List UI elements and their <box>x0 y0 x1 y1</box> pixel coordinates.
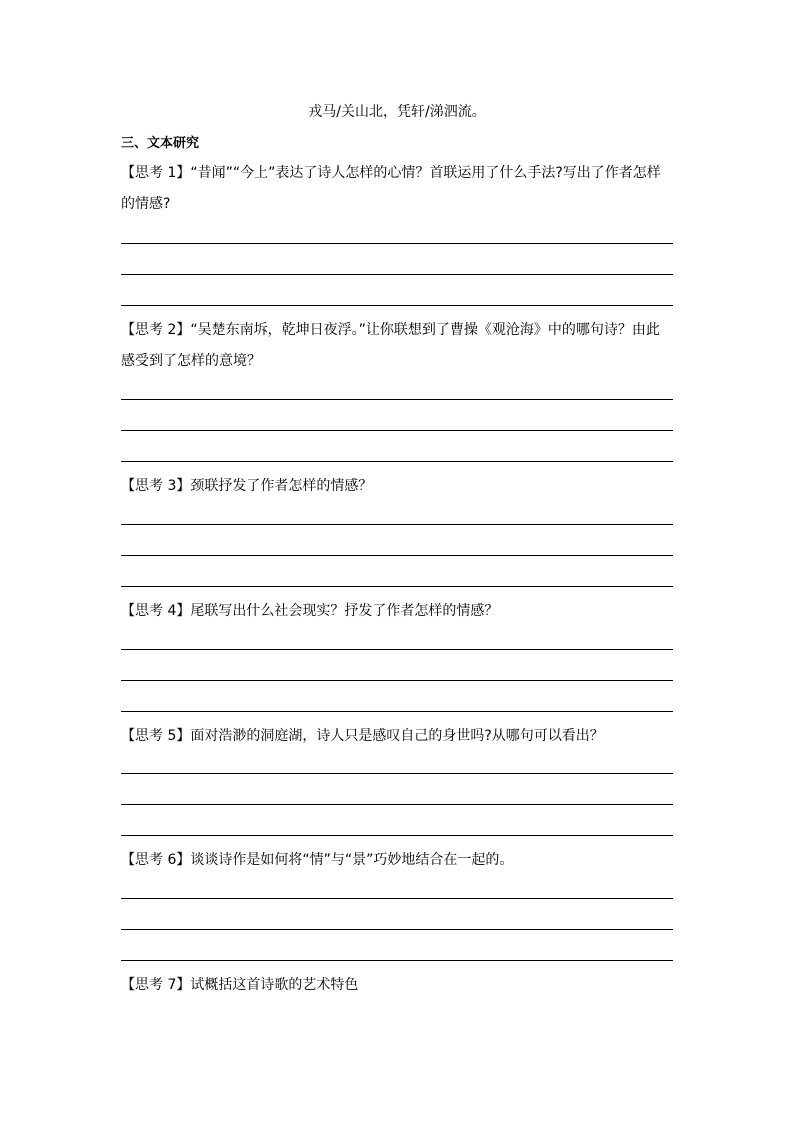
question-label: 【思考 3】 <box>121 478 191 494</box>
question-label: 【思考 7】 <box>121 977 191 993</box>
question-3 <box>121 471 673 502</box>
question-5 <box>121 721 673 752</box>
question-text: “昔闻”“今上”表达了诗人怎样的心情？首联运用了什么手法?写出了作者怎样的情感? <box>121 165 661 212</box>
question-text: 试概括这首诗歌的艺术特色 <box>190 977 359 993</box>
poem-line: 戎马/关山北，凭轩/涕泗流。 <box>308 104 486 120</box>
section-title: 三、文本研究 <box>121 136 200 151</box>
answer-line[interactable] <box>121 929 673 930</box>
answer-line[interactable] <box>121 274 673 275</box>
question-label: 【思考 2】 <box>121 322 191 338</box>
answer-line[interactable] <box>121 960 673 961</box>
answer-line[interactable] <box>121 430 673 431</box>
answer-line[interactable] <box>121 835 673 836</box>
answer-line[interactable] <box>121 555 673 556</box>
answer-line[interactable] <box>121 524 673 525</box>
answer-line[interactable] <box>121 804 673 805</box>
question-label: 【思考 1】 <box>121 165 191 181</box>
answer-line[interactable] <box>121 711 673 712</box>
question-7 <box>121 970 673 1001</box>
answer-line[interactable] <box>121 586 673 587</box>
question-4 <box>121 596 673 627</box>
answer-line[interactable] <box>121 898 673 899</box>
question-text: 面对浩渺的洞庭湖，诗人只是感叹自己的身世吗?从哪句可以看出？ <box>190 728 604 744</box>
answer-line[interactable] <box>121 243 673 244</box>
question-text: “吴楚东南坼，乾坤日夜浮。”让你联想到了曹操《观沧海》中的哪句诗？由此感受到了怎样的意境？ <box>121 322 660 369</box>
question-1 <box>121 158 673 220</box>
question-label: 【思考 5】 <box>121 728 191 744</box>
question-text: 颈联抒发了作者怎样的情感？ <box>190 478 373 494</box>
question-text: 谈谈诗作是如何将“情”与“景”巧妙地结合在一起的。 <box>190 852 514 868</box>
answer-line[interactable] <box>121 680 673 681</box>
question-label: 【思考 4】 <box>121 603 191 619</box>
question-text: 尾联写出什么社会现实？抒发了作者怎样的情感？ <box>190 603 499 619</box>
answer-line[interactable] <box>121 773 673 774</box>
question-label: 【思考 6】 <box>121 852 191 868</box>
answer-line[interactable] <box>121 649 673 650</box>
answer-line[interactable] <box>121 461 673 462</box>
answer-line[interactable] <box>121 305 673 306</box>
question-2 <box>121 315 673 377</box>
answer-line[interactable] <box>121 399 673 400</box>
question-6 <box>121 845 673 876</box>
